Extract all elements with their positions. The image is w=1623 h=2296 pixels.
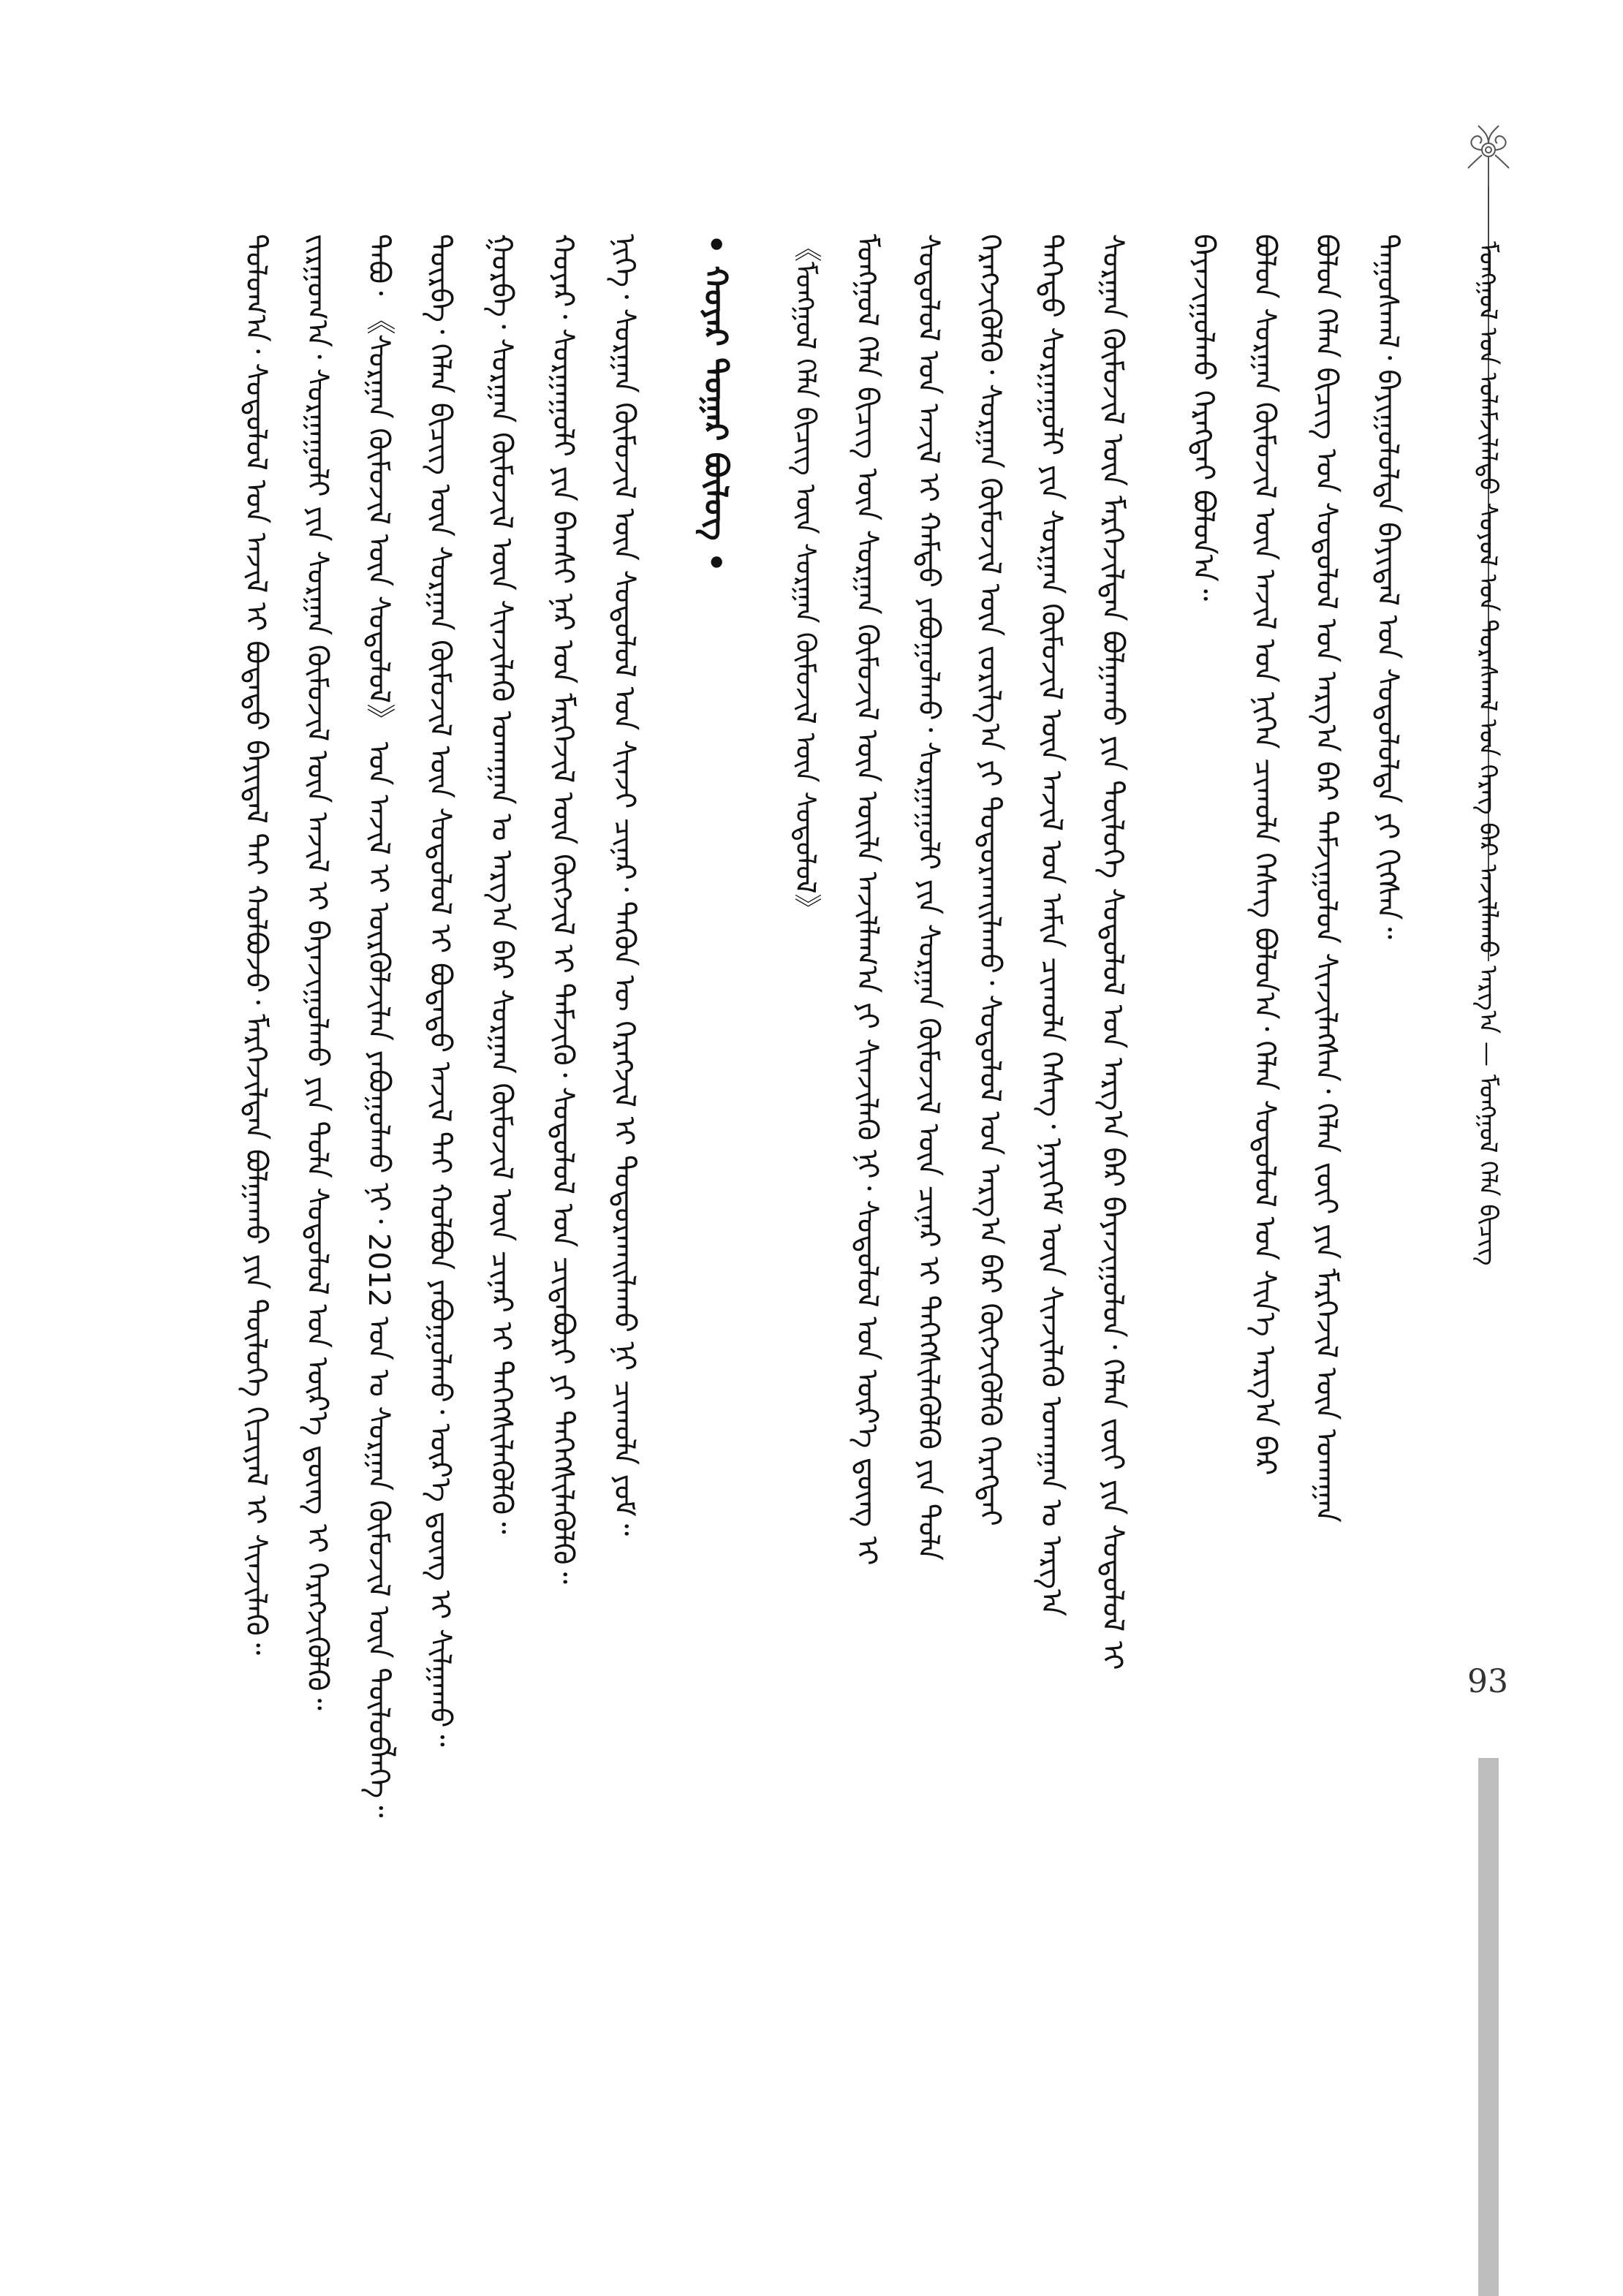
text-column: ᠬᠣᠶᠠᠷ᠂ ᠰᠤᠷᠭᠠᠭᠤᠯᠢ ᠶᠢᠨ ᠪᠠᠭᠰᠢ ᠨᠠᠷ ᠤᠨ ᠮᠡᠷᠭᠡᠵᠢᠯ ᠦᠨ ᠬᠥᠭᠵᠢᠯ ᠢ ᠳᠡᠮᠵᠢᠬᠦ᠂ ᠰᠤᠳᠤᠯᠤᠯ ᠤᠨ ᠴᠢᠳᠠᠪᠤᠷᠢ ᠶᠢ ᠳᠡᠭᠡᠭᠰᠢᠯᠡᠭᠦᠯᠬᠦ᠃ (546, 234, 580, 1584)
text-column: ᠰᠤᠳᠤᠯᠤᠯ ᠤᠨ ᠠᠵᠢᠯ ᠢ ᠬᠠᠮᠲᠤ ᠶᠠᠪᠤᠭᠤᠯᠬᠤ᠂ ᠰᠤᠷᠭᠠᠭᠤᠯᠢ ᠶᠢᠨ ᠰᠤᠷᠭᠠᠨ ᠬᠦᠮᠦᠵᠢᠯ ᠦᠨ ᠴᠢᠨᠠᠷ ᠢ ᠳᠡᠭᠡᠭᠰᠢᠯᠡᠭᠦᠯᠬᠦ ᠶᠢᠨ ᠲᠤᠯᠠ (912, 234, 945, 1561)
column-gap (1143, 234, 1173, 2076)
ornament-icon (1459, 117, 1518, 190)
page-edge-tab (1478, 1758, 1499, 2296)
text-column: ᠳᠡᠭᠡᠳᠦ ᠰᠤᠷᠭᠠᠭᠤᠯᠢ ᠶᠢᠨ ᠰᠤᠷᠭᠠᠨ ᠬᠦᠮᠦᠵᠢᠯ ᠦᠨ ᠠᠵᠢᠯ ᠤᠨ ᠠᠮᠢᠨ ᠴᠢᠬᠤᠯᠠ ᠬᠡᠰᠡᠭ᠂ ᠨᠡᠶᠢᠭᠡᠮ ᠦᠨ ᠰᠢᠨᠵᠢᠯᠡᠬᠦ ᠤᠬᠠᠭᠠᠨ ᠤ ᠠᠷᠭ᠎ᠠ (1034, 234, 1068, 1617)
text-column: ᠳᠥᠷᠪᠡ᠂ ᠬᠡᠯᠡᠨ ᠪᠢᠴᠢᠭ ᠦᠨ ᠰᠤᠷᠭᠠᠨ ᠬᠦᠮᠦᠵᠢᠯ ᠦᠨ ᠰᠤᠳᠤᠯᠤᠯ ᠢ ᠪᠣᠳᠠᠲᠤ ᠠᠵᠢᠯ ᠲᠠᠢ ᠬᠣᠯᠪᠣᠨ ᠶᠠᠪᠤᠭᠤᠯᠬᠤ᠂ ᠦᠷ᠎ᠡ ᠳ᠋ᠦᠩ ᠢ ᠰᠢᠯᠭᠠᠬᠤ᠃ (423, 234, 457, 1747)
text-column: ᠲᠠᠪᠤ᠂ 《ᠰᠤᠷᠭᠠᠨ ᠬᠦᠮᠦᠵᠢᠯ ᠦᠨ ᠰᠤᠳᠤᠯᠤᠯ》 ᠤᠨ ᠠᠵᠢᠯ ᠢ ᠦᠷᠭᠦᠯᠵᠢᠯᠡᠨ ᠶᠠᠪᠤᠭᠤᠯᠬᠤ ᠨᠢ᠂ 2012 ᠣᠨ ᠤ ᠰᠤᠷᠭᠠᠨ ᠬᠦᠮᠦᠵᠢᠯ ᠦᠨ ᠲᠥᠯᠥᠪᠯᠡᠭᠡ᠃ (362, 234, 396, 1818)
column-gap (655, 234, 684, 2076)
page-number: 93 (1467, 1663, 1508, 1700)
text-column: ᠮᠣᠩᠭᠣᠯ ᠬᠡᠯᠡ ᠪᠢᠴᠢᠭ ᠦᠨ ᠰᠤᠷᠭᠠᠨ ᠬᠦᠮᠦᠵᠢᠯ ᠦᠨ ᠦᠢᠯᠡ ᠠᠵᠢᠯᠯᠠᠭ᠎ᠠ ᠶᠢ ᠰᠢᠨᠵᠢᠯᠡᠬᠦ ᠨᠢ᠂ ᠰᠤᠳᠤᠯᠤᠯ ᠤᠨ ᠦᠷ᠎ᠡ ᠳ᠋ᠦᠩ ᠢ (850, 234, 884, 1566)
section-heading: • ᠬᠣᠶᠠᠷ ᠳᠤᠭᠠᠷ ᠪᠦᠯᠦᠭ • (697, 234, 734, 573)
text-column: ᠪᠠᠶᠠᠵᠢᠭᠤᠯᠬᠤ ᠬᠡᠷᠡᠭᠲᠡᠶ ᠪᠣᠯᠤᠨ᠎ᠠ᠃ (1187, 234, 1220, 602)
text-column: 《ᠮᠣᠩᠭᠣᠯ ᠬᠡᠯᠡ ᠪᠢᠴᠢᠭ ᠦᠨ ᠰᠤᠷᠭᠠᠨ ᠬᠦᠮᠦᠵᠢᠯ ᠦᠨ ᠰᠤᠳᠤᠯᠤᠯ》 (790, 234, 822, 922)
text-column: ᠪᠣᠯᠤᠨ ᠬᠡᠯᠡᠨ ᠪᠢᠴᠢᠭ ᠤᠨ ᠰᠤᠳᠤᠯᠤᠯ ᠤᠨ ᠠᠷᠭ᠎ᠠ ᠪᠠᠷ ᠳᠠᠮᠵᠢᠭᠤᠯᠤᠨ ᠰᠢᠨᠵᠢᠯᠡᠭᠰᠡᠨ᠂ ᠬᠡᠯᠡᠨ ᠵᠦᠢ ᠶᠢᠨ ᠮᠡᠷᠭᠡᠵᠢᠯ ᠦᠨ ᠤᠬᠠᠭᠠᠨ (1309, 234, 1343, 1523)
text-column: ᠵᠢᠷᠭᠤᠭ᠎ᠠ᠂ ᠰᠤᠷᠭᠠᠭᠤᠯᠢ ᠶᠢᠨ ᠰᠤᠷᠭᠠᠨ ᠬᠦᠮᠦᠵᠢᠯ ᠦᠨ ᠠᠵᠢᠯ ᠢ ᠪᠠᠶᠠᠵᠢᠭᠤᠯᠬᠤ ᠶᠢᠨ ᠲᠤᠯᠠ ᠰᠤᠳᠤᠯᠤᠯ ᠤᠨ ᠦᠷ᠎ᠡ ᠳ᠋ᠦᠩ ᠢ ᠬᠡᠷᠡᠭᠵᠢᠭᠦᠯᠬᠦ᠃ (300, 234, 334, 1710)
text-column: ᠳᠣᠯᠣᠭ᠎ᠠ᠂ ᠰᠤᠳᠤᠯᠤᠯ ᠤᠨ ᠠᠵᠢᠯ ᠢ ᠪᠣᠳᠠᠲᠤ ᠪᠠᠶᠢᠳᠠᠯ ᠲᠠᠢ ᠬᠣᠯᠪᠣᠵᠤ᠂ ᠮᠡᠷᠭᠡᠵᠢᠯᠲᠡᠨ ᠪᠣᠯᠭᠠᠬᠤ ᠶᠢᠨ ᠲᠥᠯᠥᠭᠡ ᠬᠢᠴᠢᠶᠡᠯ ᠢ ᠰᠢᠨᠵᠢᠯᠡᠬᠦ᠃ (239, 234, 273, 1656)
text-column: ᠳᠠᠭᠤᠰᠬᠠᠯ᠂ ᠪᠠᠶᠢᠭᠤᠯᠤᠯᠲᠠ ᠪᠠᠶᠢᠳᠠᠯ ᠤᠨ ᠰᠤᠳᠤᠯᠤᠯᠲᠠ ᠶᠢ ᠬᠢᠭᠰᠡᠨ᠃ (1371, 234, 1404, 939)
text-column: ᠪᠣᠯᠤᠨ ᠰᠤᠷᠭᠠᠨ ᠬᠦᠮᠦᠵᠢᠯ ᠦᠨ ᠠᠵᠢᠯ ᠤᠨ ᠨᠢᠭᠡᠨ ᠴᠢᠬᠤᠯᠠ ᠬᠡᠰᠡᠭ ᠪᠣᠯᠤᠨ᠎ᠠ᠂ ᠬᠡᠯᠡᠨ ᠰᠤᠳᠤᠯᠤᠯ ᠤᠨ ᠰᠢᠨ᠎ᠡ ᠠᠷᠭ᠎ᠠ ᠪᠠᠷ (1248, 234, 1282, 1476)
running-head: ᠮᠣᠩᠭᠣᠯ ᠤᠨ ᠤᠯᠠᠮᠵᠢᠯᠠᠯᠲᠤ ᠰᠤᠶᠤᠯ ᠤᠨ ᠳᠤᠷᠠᠰᠬᠠᠯ ᠤᠨ ᠬᠡᠷᠡᠭ ᠪᠡᠷ ᠠᠵᠢᠯᠯᠠᠬᠤ ᠠᠷᠭ᠎ᠠ — ᠮᠣᠩᠭᠣᠯ ᠬᠡᠯᠡ ᠪᠢᠴᠢᠭ (1473, 241, 1502, 1266)
text-column: ᠭᠤᠷᠪᠠ᠂ ᠰᠤᠷᠭᠠᠨ ᠬᠦᠮᠦᠵᠢᠯ ᠦᠨ ᠰᠢᠨᠵᠢᠯᠡᠬᠦ ᠤᠬᠠᠭᠠᠨ ᠤ ᠠᠷᠭ᠎ᠠ ᠪᠠᠷ ᠰᠤᠷᠭᠠᠨ ᠬᠦᠮᠦᠵᠢᠯ ᠦᠨ ᠴᠢᠨᠠᠷ ᠢ ᠳᠡᠭᠡᠭᠰᠢᠯᠡᠭᠦᠯᠬᠦ᠃ (485, 234, 518, 1534)
text-column: ᠰᠤᠷᠭᠠᠨ ᠬᠦᠮᠦᠵᠢᠯ ᠦᠨ ᠮᠡᠷᠭᠡᠵᠢᠯᠲᠡᠨ ᠪᠣᠯᠭᠠᠬᠤ ᠶᠢᠨ ᠲᠥᠯᠥᠭᠡ ᠰᠤᠳᠤᠯᠤᠯ ᠤᠨ ᠠᠷᠭ᠎ᠠ ᠪᠠᠷ ᠪᠠᠶᠠᠵᠢᠭᠤᠯᠤᠨ᠂ ᠬᠡᠯᠡᠨ ᠵᠦᠢ ᠶᠢᠨ ᠰᠤᠳᠤᠯᠤᠯ ᠢ (1096, 234, 1130, 1670)
text-column: ᠬᠡᠷᠡᠭᠵᠢᠭᠦᠯᠬᠦ᠂ ᠰᠤᠷᠭᠠᠨ ᠬᠦᠮᠦᠵᠢᠯ ᠦᠨ ᠵᠣᠷᠢᠯᠭ᠎ᠠ ᠶᠢ ᠲᠣᠳᠤᠷᠬᠠᠢᠯᠠᠬᠤ᠂ ᠰᠤᠳᠤᠯᠤᠯ ᠤᠨ ᠠᠷᠭ᠎ᠠ ᠪᠠᠷ ᠬᠥᠭᠵᠢᠭᠦᠯᠬᠦ ᠬᠡᠷᠡᠭᠲᠡᠶ (973, 234, 1007, 1526)
text-body (183, 234, 1418, 2076)
column-gap (746, 234, 775, 2076)
text-column: ᠨᠢᠭᠡ᠂ ᠰᠤᠷᠭᠠᠨ ᠬᠦᠮᠦᠵᠢᠯ ᠦᠨ ᠰᠤᠳᠤᠯᠤᠯ ᠤᠨ ᠰᠢᠨᠵᠢ ᠴᠢᠨᠠᠷ᠂ ᠲᠡᠭᠦᠨ ᠦ ᠬᠡᠷᠡᠭᠵᠢᠯ ᠢ ᠲᠣᠳᠤᠷᠬᠠᠢᠯᠠᠬᠤ ᠨᠢ ᠴᠢᠬᠤᠯᠠ ᠶᠤᠮ᠃ (608, 234, 641, 1537)
